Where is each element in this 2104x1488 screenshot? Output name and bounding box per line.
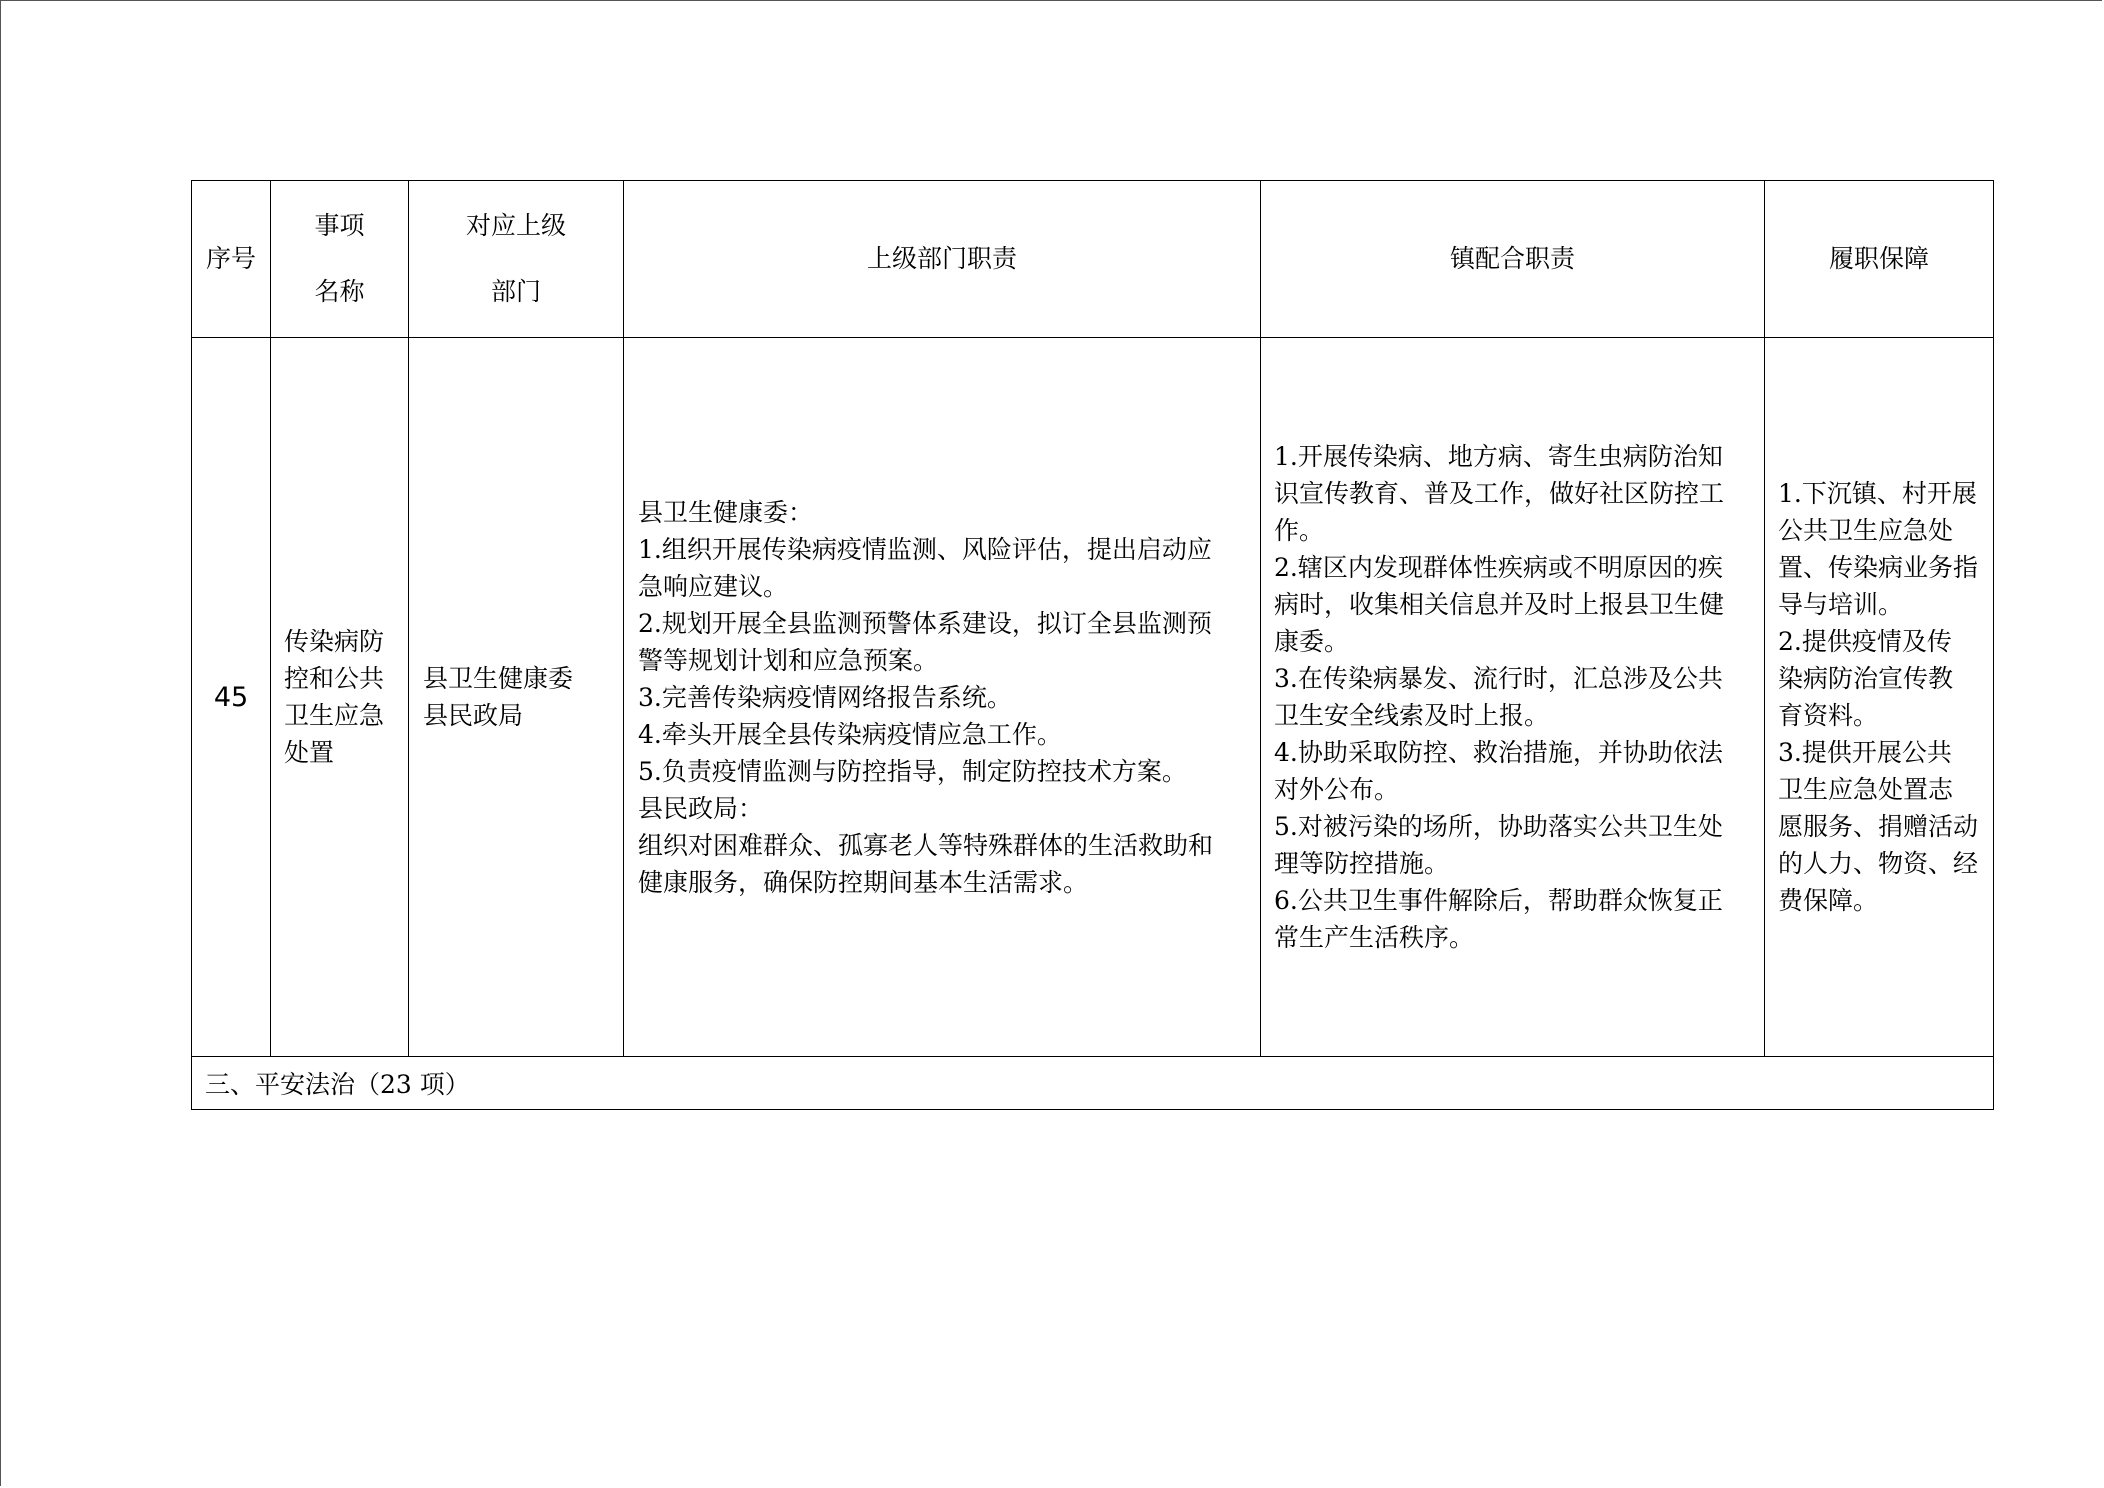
header-dept-line2: 部门 xyxy=(490,277,541,306)
town-duty-line: 卫生安全线索及时上报。 xyxy=(1274,701,1550,730)
item-name-line: 传染病防 xyxy=(284,627,385,656)
town-duty-line: 5.对被污染的场所，协助落实公共卫生处 xyxy=(1274,812,1723,841)
upper-duty-line: 急响应建议。 xyxy=(638,571,789,601)
town-duty-line: 病时，收集相关信息并及时上报县卫生健 xyxy=(1274,590,1725,619)
cell-town-duty xyxy=(1261,338,1765,1057)
item-name-line: 控和公共 xyxy=(284,664,385,693)
cell-dept xyxy=(409,338,624,1057)
dept-line: 县卫生健康委 xyxy=(423,664,574,693)
guarantee-line: 2.提供疫情及传 xyxy=(1778,627,1952,656)
guarantee-line: 的人力、物资、经 xyxy=(1778,849,1979,878)
town-duty-line: 对外公布。 xyxy=(1274,775,1400,804)
guarantee-line: 卫生应急处置志 xyxy=(1778,775,1954,804)
table-row xyxy=(192,338,1994,1057)
section-title: 三、平安法治（23 项） xyxy=(192,1057,1994,1110)
header-item-name xyxy=(271,181,409,338)
dept-line: 县民政局 xyxy=(423,701,524,730)
header-upper-duty: 上级部门职责 xyxy=(624,181,1261,338)
upper-duty-line: 4.牵头开展全县传染病疫情应急工作。 xyxy=(638,719,1062,749)
guarantee-line: 1.下沉镇、村开展 xyxy=(1778,479,1977,508)
header-guarantee: 履职保障 xyxy=(1765,181,1994,338)
upper-duty-line: 1.组织开展传染病疫情监测、风险评估，提出启动应 xyxy=(638,534,1212,564)
item-name-line: 处置 xyxy=(284,738,335,767)
header-dept-line1: 对应上级 xyxy=(465,211,566,240)
upper-duty-line: 2.规划开展全县监测预警体系建设，拟订全县监测预 xyxy=(638,608,1212,638)
town-duty-line: 作。 xyxy=(1274,516,1325,545)
guarantee-line: 公共卫生应急处 xyxy=(1778,516,1954,545)
town-duty-line: 2.辖区内发现群体性疾病或不明原因的疾 xyxy=(1274,553,1723,582)
guarantee-line: 育资料。 xyxy=(1778,701,1879,730)
upper-duty-line: 5.负责疫情监测与防控指导，制定防控技术方案。 xyxy=(638,756,1187,786)
town-duty-line: 3.在传染病暴发、流行时，汇总涉及公共 xyxy=(1274,664,1723,693)
upper-duty-line: 健康服务，确保防控期间基本生活需求。 xyxy=(638,867,1089,897)
header-item-line2: 名称 xyxy=(314,277,365,306)
town-duty-line: 识宣传教育、普及工作，做好社区防控工 xyxy=(1274,479,1725,508)
section-row xyxy=(192,1057,1994,1110)
town-duty-line: 4.协助采取防控、救治措施，并协助依法 xyxy=(1274,738,1723,767)
item-name-line: 卫生应急 xyxy=(284,701,385,730)
header-town-duty: 镇配合职责 xyxy=(1261,181,1765,338)
guarantee-line: 置、传染病业务指 xyxy=(1778,553,1979,582)
upper-duty-line: 组织对困难群众、孤寡老人等特殊群体的生活救助和 xyxy=(638,830,1214,860)
table-header-row xyxy=(192,181,1994,338)
cell-upper-duty xyxy=(624,338,1261,1057)
header-seq: 序号 xyxy=(192,181,271,338)
upper-duty-line: 3.完善传染病疫情网络报告系统。 xyxy=(638,682,1012,712)
guarantee-line: 导与培训。 xyxy=(1778,590,1904,619)
town-duty-line: 常生产生活秩序。 xyxy=(1274,923,1475,952)
upper-duty-line: 县卫生健康委： xyxy=(638,497,814,527)
town-duty-line: 康委。 xyxy=(1274,627,1350,656)
guarantee-line: 3.提供开展公共 xyxy=(1778,738,1952,767)
upper-duty-line: 警等规划计划和应急预案。 xyxy=(638,645,939,675)
guarantee-line: 染病防治宣传教 xyxy=(1778,664,1954,693)
header-item-line1: 事项 xyxy=(314,211,365,240)
town-duty-line: 理等防控措施。 xyxy=(1274,849,1450,878)
town-duty-line: 1.开展传染病、地方病、寄生虫病防治知 xyxy=(1274,442,1723,471)
guarantee-line: 愿服务、捐赠活动 xyxy=(1778,812,1979,841)
cell-guarantee xyxy=(1765,338,1994,1057)
upper-duty-line: 县民政局： xyxy=(638,793,764,823)
duty-table xyxy=(191,180,1994,1110)
cell-item-name xyxy=(271,338,409,1057)
header-dept xyxy=(409,181,624,338)
cell-seq: 45 xyxy=(192,338,271,1057)
town-duty-line: 6.公共卫生事件解除后，帮助群众恢复正 xyxy=(1274,886,1723,915)
guarantee-line: 费保障。 xyxy=(1778,886,1879,915)
